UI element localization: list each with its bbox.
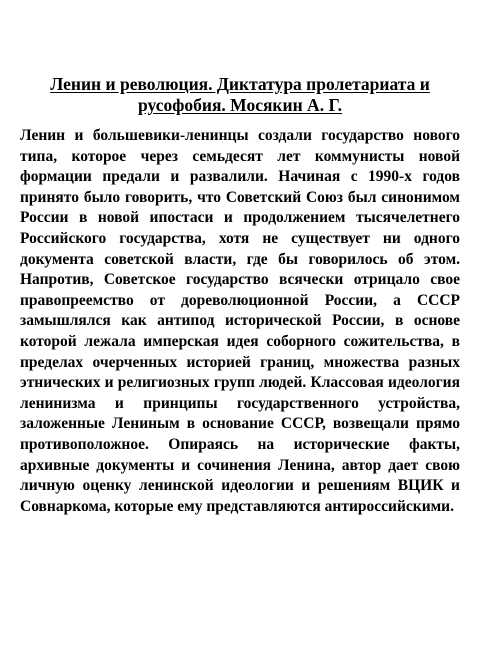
document-body-paragraph: Ленин и большевики-ленинцы создали государство нового типа, которое через семьдесят лет коммунисты новой формации предали и развалили. Начиная с 1990-х годов принято было говорить, что Советский Союз был синонимом России в новой ипостаси и продолжением тысячелетнего Российского государства, хотя не существует ни одного документа советской власти, где бы говорилось об этом. Напротив, Советское государство всячески отрицало свое правопреемство от дореволюционной России, а СССР замышлялся как антипод исторической России, в основе которой лежала имперская идея соборного сожительства, в пределах очерченных историей границ, множества разных этнических и религиозных групп людей. Классовая идеология ленинизма и принципы государственного устройства, заложенные Лениным в основание СССР, возвещали прямо противоположное. Опираясь на исторические факты, архивные документы и сочинения Ленина, автор дает свою личную оценку ленинской идеологии и решениям ВЦИК и Совнаркома, которые ему представляются антироссийскими.	[20, 127, 460, 515]
document-title: Ленин и революция. Диктатура пролетариата и русофобия. Мосякин А. Г.	[50, 74, 430, 115]
